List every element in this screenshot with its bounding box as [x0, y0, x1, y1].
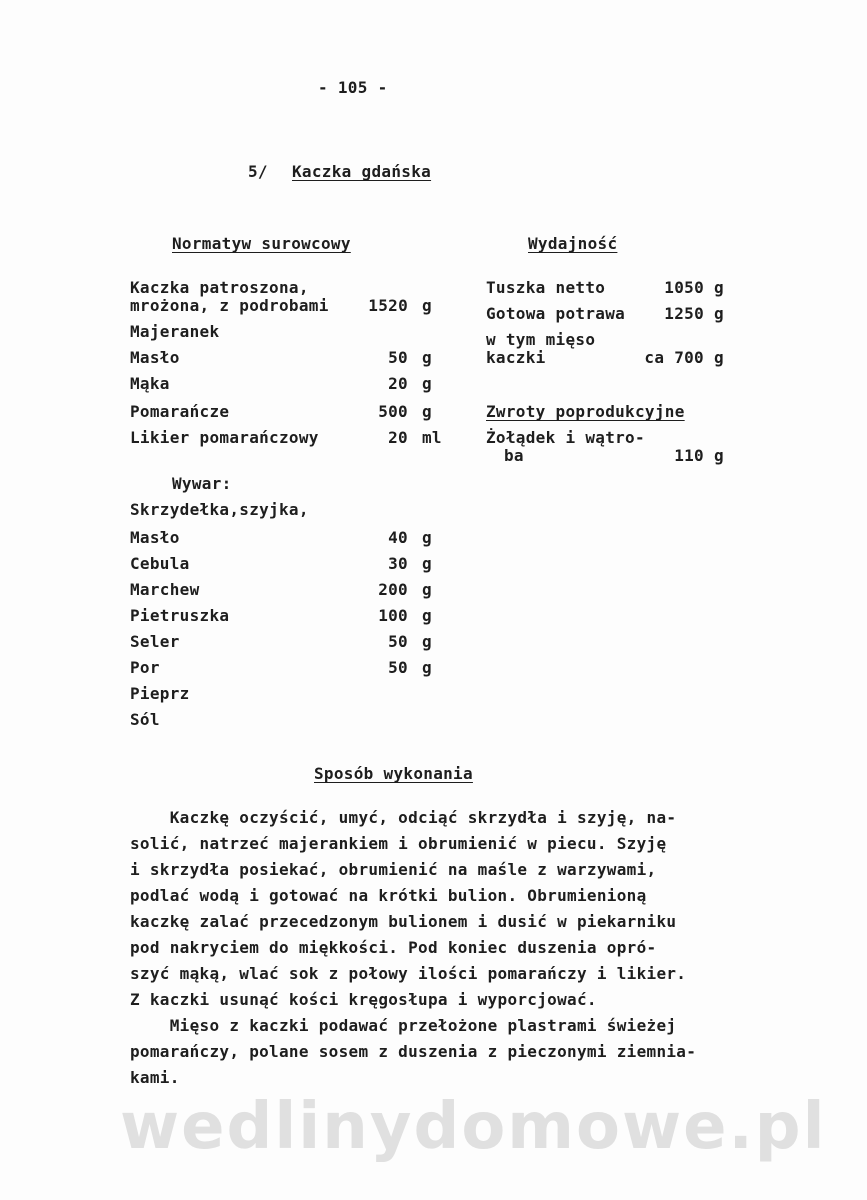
right-column-header: Wydajność: [528, 234, 618, 253]
broth-ingredient-qty: 50: [388, 658, 408, 677]
yield-qty: 1050: [664, 278, 704, 297]
ingredient-unit: g: [422, 348, 432, 367]
broth-ingredient-unit: g: [422, 658, 432, 677]
returns-qty: 110: [674, 446, 704, 465]
method-line: Z kaczki usunąć kości kręgosłupa i wyporcjować.: [130, 990, 597, 1009]
returns-name: ba: [504, 446, 524, 465]
recipe-number: 5/: [248, 162, 268, 181]
yield-name: w tym mięso: [486, 330, 596, 349]
watermark: wedlinydomowe.pl: [120, 1090, 827, 1164]
recipe-title: Kaczka gdańska: [292, 162, 432, 181]
yield-name: Tuszka netto: [486, 278, 606, 297]
broth-ingredient-qty: 40: [388, 528, 408, 547]
broth-ingredient-name: Por: [130, 658, 160, 677]
method-line: pomarańczy, polane sosem z duszenia z pieczonymi ziemnia-: [130, 1042, 697, 1061]
ingredient-name: Majeranek: [130, 322, 220, 341]
returns-unit: g: [714, 446, 724, 465]
method-line: solić, natrzeć majerankiem i obrumienić w piecu. Szyję: [130, 834, 667, 853]
method-line: podlać wodą i gotować na krótki bulion. Obrumienioną: [130, 886, 647, 905]
ingredient-qty: 500: [378, 402, 408, 421]
broth-ingredient-qty: 200: [378, 580, 408, 599]
broth-ingredient-qty: 30: [388, 554, 408, 573]
ingredient-unit: g: [422, 296, 432, 315]
broth-ingredient-name: Cebula: [130, 554, 190, 573]
method-line: pod nakryciem do miękkości. Pod koniec duszenia opró-: [130, 938, 657, 957]
yield-unit: g: [714, 304, 724, 323]
method-line: Kaczkę oczyścić, umyć, odciąć skrzydła i szyję, na-: [130, 808, 677, 827]
method-line: kami.: [130, 1068, 180, 1087]
page-number: - 105 -: [318, 78, 388, 97]
ingredient-unit: g: [422, 402, 432, 421]
broth-ingredient-unit: g: [422, 528, 432, 547]
ingredient-qty: 50: [388, 348, 408, 367]
broth-ingredient-name: Seler: [130, 632, 180, 651]
method-header: Sposób wykonania: [314, 764, 473, 783]
broth-ingredient-name: Pietruszka: [130, 606, 230, 625]
ingredient-name: Mąka: [130, 374, 170, 393]
method-line: Mięso z kaczki podawać przełożone plastrami świeżej: [130, 1016, 677, 1035]
ingredient-name: Kaczka patroszona,: [130, 278, 309, 297]
method-line: szyć mąką, wlać sok z połowy ilości pomarańczy i likier.: [130, 964, 687, 983]
yield-unit: g: [714, 348, 724, 367]
broth-ingredient-name: Marchew: [130, 580, 200, 599]
broth-ingredient-qty: 100: [378, 606, 408, 625]
ingredient-name: mrożona, z podrobami: [130, 296, 329, 315]
broth-ingredient-unit: g: [422, 580, 432, 599]
method-line: i skrzydła posiekać, obrumienić na maśle z warzywami,: [130, 860, 657, 879]
yield-name: Gotowa potrawa: [486, 304, 626, 323]
ingredient-name: Masło: [130, 348, 180, 367]
broth-ingredient-name: Skrzydełka,szyjka,: [130, 500, 309, 519]
broth-ingredient-qty: 50: [388, 632, 408, 651]
ingredient-qty: 20: [388, 428, 408, 447]
broth-header: Wywar:: [172, 474, 232, 493]
broth-ingredient-name: Pieprz: [130, 684, 190, 703]
broth-ingredient-unit: g: [422, 606, 432, 625]
yield-name: kaczki: [486, 348, 546, 367]
ingredient-unit: g: [422, 374, 432, 393]
broth-ingredient-name: Masło: [130, 528, 180, 547]
yield-qty: 1250: [664, 304, 704, 323]
ingredient-name: Pomarańcze: [130, 402, 230, 421]
ingredient-qty: 20: [388, 374, 408, 393]
ingredient-name: Likier pomarańczowy: [130, 428, 319, 447]
ingredient-unit: ml: [422, 428, 442, 447]
yield-unit: g: [714, 278, 724, 297]
left-column-header: Normatyw surowcowy: [172, 234, 351, 253]
broth-ingredient-unit: g: [422, 554, 432, 573]
returns-header: Zwroty poprodukcyjne: [486, 402, 685, 421]
broth-ingredient-unit: g: [422, 632, 432, 651]
method-line: kaczkę zalać przecedzonym bulionem i dusić w piekarniku: [130, 912, 677, 931]
ingredient-qty: 1520: [368, 296, 408, 315]
yield-qty: ca 700: [644, 348, 704, 367]
broth-ingredient-name: Sól: [130, 710, 160, 729]
returns-name: Żołądek i wątro-: [486, 428, 645, 447]
